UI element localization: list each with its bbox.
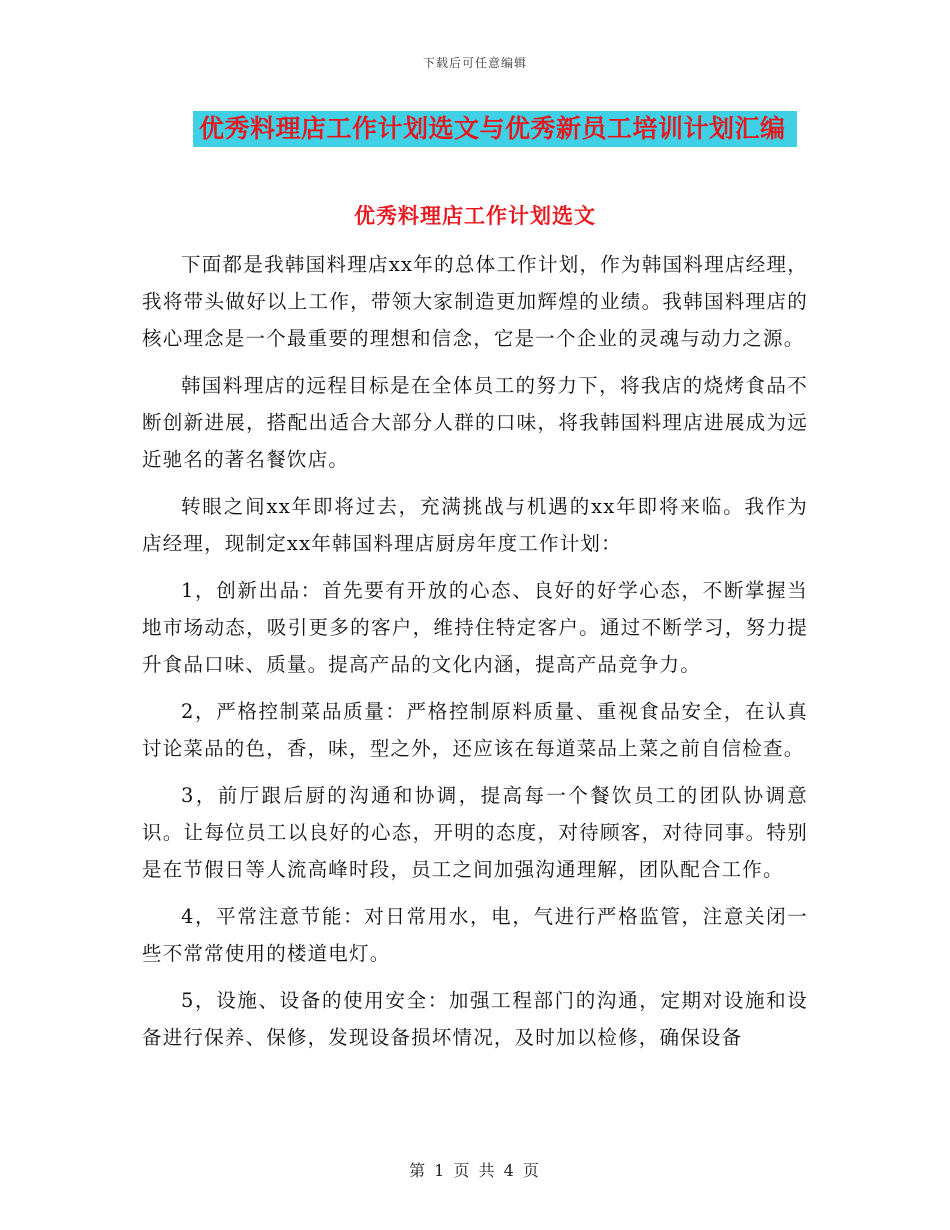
paragraph: 5，设施、设备的使用安全：加强工程部门的沟通，定期对设施和设备进行保养、保修，发现设备损坏情况，及时加以检修，确保设备 — [142, 989, 808, 1049]
paragraph: 转眼之间xx年即将过去，充满挑战与机遇的xx年即将来临。我作为店经理，现制定xx年韩国料理店厨房年度工作计划： — [142, 495, 808, 555]
paragraph: 韩国料理店的远程目标是在全体员工的努力下，将我店的烧烤食品不断创新进展，搭配出适合大部分人群的口味，将我韩国料理店进展成为远近驰名的著名餐饮店。 — [142, 374, 808, 471]
page-footer: 第 1 页 共 4 页 — [409, 1161, 541, 1180]
paragraph: 4，平常注意节能：对日常用水，电，气进行严格监管，注意关闭一些不常常使用的楼道电灯。 — [142, 905, 808, 965]
header-note: 下载后可任意编辑 — [422, 56, 527, 70]
paragraph: 下面都是我韩国料理店xx年的总体工作计划，作为韩国料理店经理，我将带头做好以上工作，带领大家制造更加辉煌的业绩。我韩国料理店的核心理念是一个最重要的理想和信念，它是一个企业的灵魂与动力之源。 — [142, 253, 808, 350]
section-title: 优秀料理店工作计划选文 — [354, 203, 596, 228]
paragraph: 2，严格控制菜品质量：严格控制原料质量、重视食品安全，在认真讨论菜品的色，香，味，型之外，还应该在每道菜品上菜之前自信检查。 — [142, 700, 808, 760]
document-title: 优秀料理店工作计划选文与优秀新员工培训计划汇编 — [193, 111, 797, 147]
body-text — [142, 246, 808, 1066]
paragraph: 3，前厅跟后厨的沟通和协调，提高每一个餐饮员工的团队协调意识。让每位员工以良好的心态，开明的态度，对待顾客，对待同事。特别是在节假日等人流高峰时段，员工之间加强沟通理解，团队配合工作。 — [142, 784, 808, 881]
paragraph: 1，创新出品：首先要有开放的心态、良好的好学心态，不断掌握当地市场动态，吸引更多的客户，维持住特定客户。通过不断学习，努力提升食品口味、质量。提高产品的文化内涵，提高产品竞争力。 — [142, 579, 808, 676]
